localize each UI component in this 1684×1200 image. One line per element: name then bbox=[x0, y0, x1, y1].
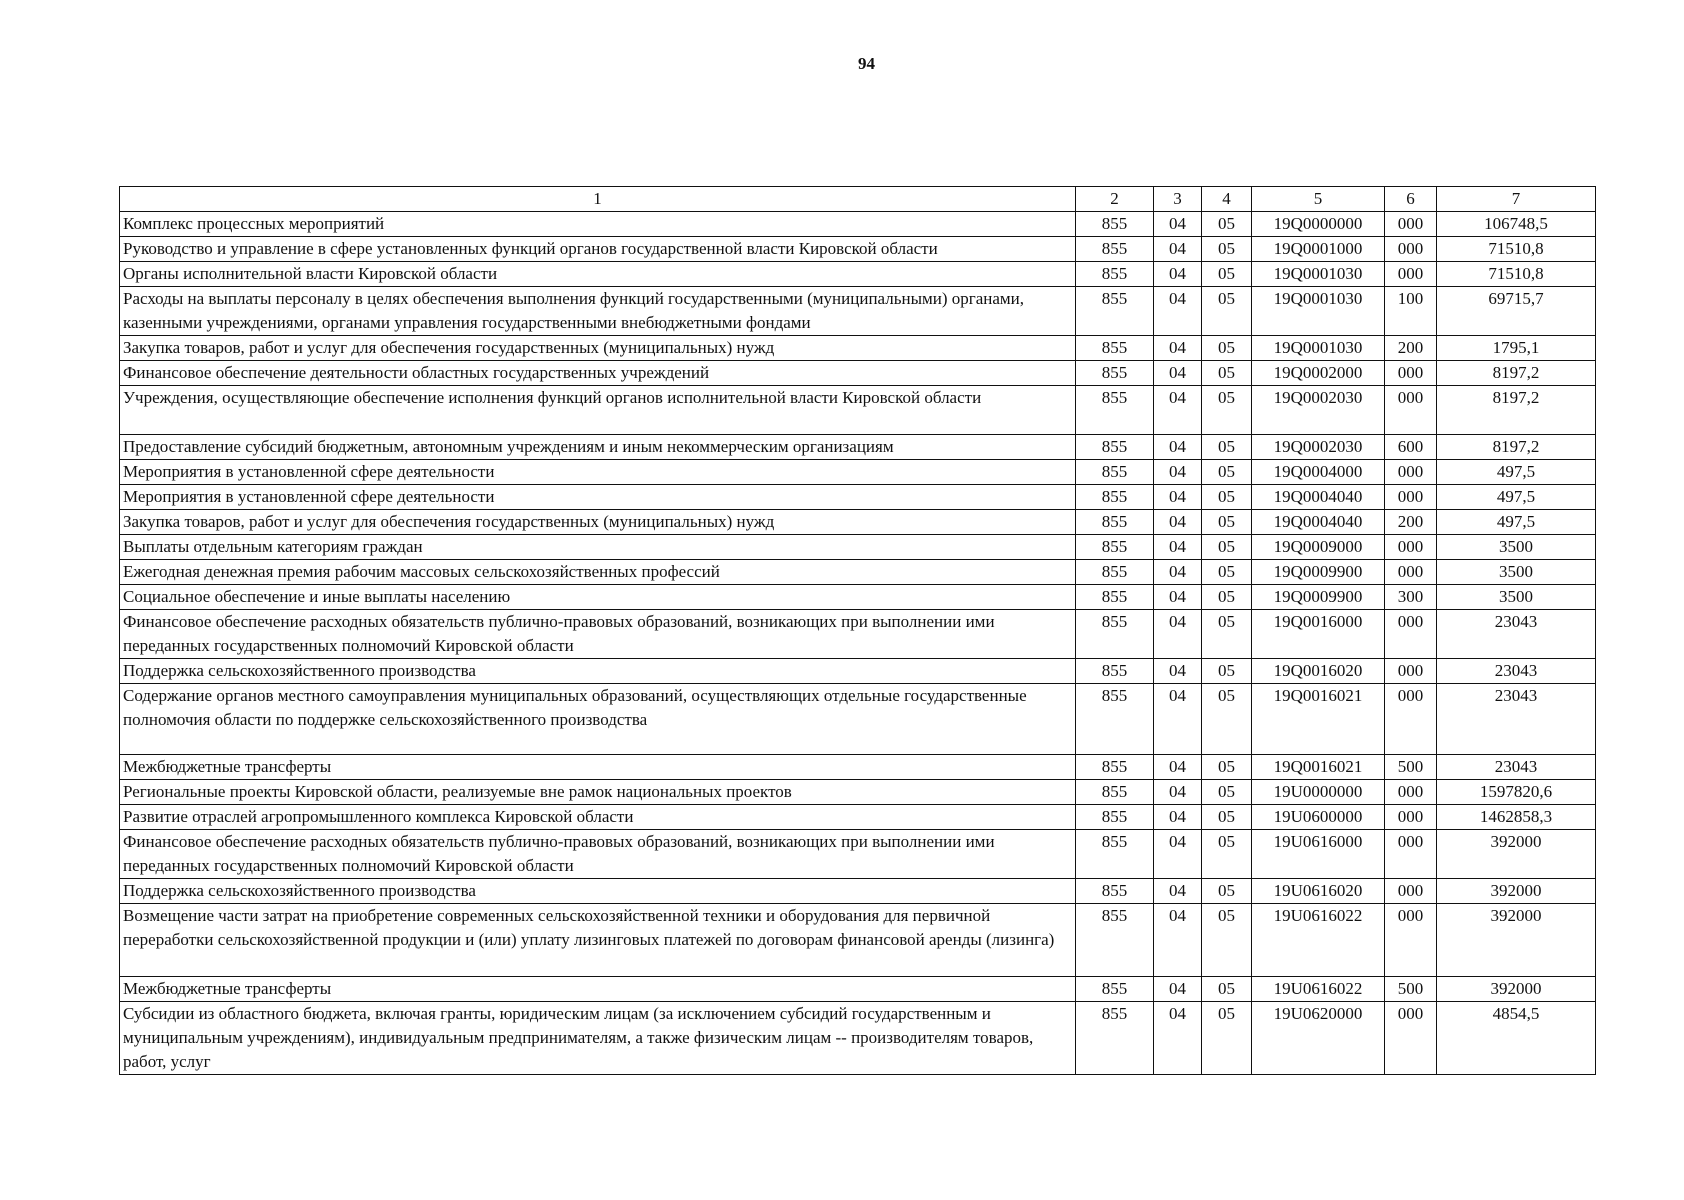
row-value-cell: 05 bbox=[1202, 485, 1252, 510]
table-row bbox=[120, 977, 1596, 1002]
row-value-cell: 000 bbox=[1385, 386, 1437, 435]
row-value-cell: 05 bbox=[1202, 237, 1252, 262]
row-value-cell: 04 bbox=[1154, 262, 1202, 287]
row-value-cell: 4854,5 bbox=[1437, 1002, 1596, 1075]
row-value-cell: 8197,2 bbox=[1437, 361, 1596, 386]
row-value-cell: 71510,8 bbox=[1437, 262, 1596, 287]
table-row bbox=[120, 212, 1596, 237]
table-row bbox=[120, 610, 1596, 659]
row-value-cell: 106748,5 bbox=[1437, 212, 1596, 237]
row-name-cell: Комплекс процессных мероприятий bbox=[120, 212, 1076, 237]
row-value-cell: 05 bbox=[1202, 510, 1252, 535]
row-value-cell: 04 bbox=[1154, 1002, 1202, 1075]
table-row bbox=[120, 386, 1596, 435]
column-header: 1 bbox=[120, 187, 1076, 212]
row-value-cell: 3500 bbox=[1437, 560, 1596, 585]
row-value-cell: 855 bbox=[1076, 212, 1154, 237]
row-value-cell: 23043 bbox=[1437, 659, 1596, 684]
row-name-cell: Закупка товаров, работ и услуг для обеспечения государственных (муниципальных) нужд bbox=[120, 336, 1076, 361]
row-name-cell: Финансовое обеспечение расходных обязательств публично-правовых образований, возникающих при выполнении ими переданных государственных полномочий Кировской области bbox=[120, 830, 1076, 879]
row-value-cell: 04 bbox=[1154, 336, 1202, 361]
row-value-cell: 200 bbox=[1385, 510, 1437, 535]
row-value-cell: 05 bbox=[1202, 879, 1252, 904]
row-value-cell: 05 bbox=[1202, 684, 1252, 755]
column-header: 4 bbox=[1202, 187, 1252, 212]
table-row bbox=[120, 435, 1596, 460]
table-row bbox=[120, 361, 1596, 386]
row-value-cell: 19Q0002000 bbox=[1252, 361, 1385, 386]
row-value-cell: 000 bbox=[1385, 237, 1437, 262]
row-name-cell: Ежегодная денежная премия рабочим массовых сельскохозяйственных профессий bbox=[120, 560, 1076, 585]
row-value-cell: 855 bbox=[1076, 904, 1154, 977]
row-name-cell: Субсидии из областного бюджета, включая гранты, юридическим лицам (за исключением субсидий государственным и муниципальным учреждениям), индивидуальным предпринимателям, а также физическим лицам -- производителям товаров, работ, услуг bbox=[120, 1002, 1076, 1075]
row-value-cell: 855 bbox=[1076, 510, 1154, 535]
row-value-cell: 05 bbox=[1202, 780, 1252, 805]
row-value-cell: 23043 bbox=[1437, 684, 1596, 755]
row-value-cell: 05 bbox=[1202, 977, 1252, 1002]
row-value-cell: 000 bbox=[1385, 485, 1437, 510]
row-value-cell: 1597820,6 bbox=[1437, 780, 1596, 805]
row-value-cell: 855 bbox=[1076, 336, 1154, 361]
row-value-cell: 04 bbox=[1154, 904, 1202, 977]
row-value-cell: 855 bbox=[1076, 460, 1154, 485]
row-value-cell: 69715,7 bbox=[1437, 287, 1596, 336]
row-value-cell: 04 bbox=[1154, 830, 1202, 879]
row-value-cell: 19U0600000 bbox=[1252, 805, 1385, 830]
row-value-cell: 19Q0016020 bbox=[1252, 659, 1385, 684]
row-value-cell: 04 bbox=[1154, 361, 1202, 386]
row-name-cell: Руководство и управление в сфере установленных функций органов государственной власти Кировской области bbox=[120, 237, 1076, 262]
table-row bbox=[120, 684, 1596, 755]
row-value-cell: 04 bbox=[1154, 585, 1202, 610]
row-value-cell: 05 bbox=[1202, 435, 1252, 460]
row-value-cell: 855 bbox=[1076, 485, 1154, 510]
table-header-row bbox=[120, 187, 1596, 212]
row-value-cell: 855 bbox=[1076, 830, 1154, 879]
row-value-cell: 392000 bbox=[1437, 904, 1596, 977]
row-name-cell: Межбюджетные трансферты bbox=[120, 977, 1076, 1002]
row-value-cell: 19Q0001030 bbox=[1252, 262, 1385, 287]
row-value-cell: 000 bbox=[1385, 460, 1437, 485]
row-value-cell: 855 bbox=[1076, 585, 1154, 610]
row-value-cell: 000 bbox=[1385, 262, 1437, 287]
table-row bbox=[120, 755, 1596, 780]
row-value-cell: 05 bbox=[1202, 585, 1252, 610]
row-value-cell: 392000 bbox=[1437, 977, 1596, 1002]
row-value-cell: 19Q0009900 bbox=[1252, 585, 1385, 610]
row-value-cell: 19Q0000000 bbox=[1252, 212, 1385, 237]
table-row bbox=[120, 805, 1596, 830]
row-name-cell: Поддержка сельскохозяйственного производства bbox=[120, 659, 1076, 684]
row-value-cell: 500 bbox=[1385, 977, 1437, 1002]
row-value-cell: 19Q0009900 bbox=[1252, 560, 1385, 585]
page-number: 94 bbox=[858, 54, 875, 73]
row-value-cell: 04 bbox=[1154, 212, 1202, 237]
row-value-cell: 05 bbox=[1202, 904, 1252, 977]
table-row bbox=[120, 485, 1596, 510]
row-value-cell: 19U0000000 bbox=[1252, 780, 1385, 805]
row-name-cell: Межбюджетные трансферты bbox=[120, 755, 1076, 780]
row-value-cell: 000 bbox=[1385, 830, 1437, 879]
row-value-cell: 000 bbox=[1385, 659, 1437, 684]
row-value-cell: 000 bbox=[1385, 879, 1437, 904]
row-value-cell: 04 bbox=[1154, 879, 1202, 904]
row-value-cell: 19U0620000 bbox=[1252, 1002, 1385, 1075]
row-value-cell: 000 bbox=[1385, 684, 1437, 755]
row-value-cell: 19Q0002030 bbox=[1252, 386, 1385, 435]
row-value-cell: 855 bbox=[1076, 361, 1154, 386]
row-value-cell: 05 bbox=[1202, 830, 1252, 879]
table-row bbox=[120, 585, 1596, 610]
row-value-cell: 05 bbox=[1202, 386, 1252, 435]
row-value-cell: 600 bbox=[1385, 435, 1437, 460]
row-name-cell: Содержание органов местного самоуправления муниципальных образований, осуществляющих отдельные государственные полномочия области по поддержке сельскохозяйственного производства bbox=[120, 684, 1076, 755]
row-value-cell: 855 bbox=[1076, 610, 1154, 659]
row-name-cell: Региональные проекты Кировской области, реализуемые вне рамок национальных проектов bbox=[120, 780, 1076, 805]
row-value-cell: 855 bbox=[1076, 560, 1154, 585]
row-value-cell: 1795,1 bbox=[1437, 336, 1596, 361]
row-value-cell: 05 bbox=[1202, 1002, 1252, 1075]
row-value-cell: 05 bbox=[1202, 560, 1252, 585]
table-row bbox=[120, 659, 1596, 684]
row-value-cell: 855 bbox=[1076, 535, 1154, 560]
row-name-cell: Органы исполнительной власти Кировской области bbox=[120, 262, 1076, 287]
row-name-cell: Социальное обеспечение и иные выплаты населению bbox=[120, 585, 1076, 610]
row-value-cell: 04 bbox=[1154, 237, 1202, 262]
row-value-cell: 19U0616000 bbox=[1252, 830, 1385, 879]
row-name-cell: Учреждения, осуществляющие обеспечение исполнения функций органов исполнительной власти Кировской области bbox=[120, 386, 1076, 435]
table-row bbox=[120, 560, 1596, 585]
table-row bbox=[120, 237, 1596, 262]
row-value-cell: 04 bbox=[1154, 684, 1202, 755]
row-name-cell: Выплаты отдельным категориям граждан bbox=[120, 535, 1076, 560]
row-value-cell: 19U0616020 bbox=[1252, 879, 1385, 904]
table-row bbox=[120, 904, 1596, 977]
row-value-cell: 05 bbox=[1202, 535, 1252, 560]
row-value-cell: 000 bbox=[1385, 212, 1437, 237]
row-value-cell: 23043 bbox=[1437, 755, 1596, 780]
row-value-cell: 05 bbox=[1202, 361, 1252, 386]
row-value-cell: 04 bbox=[1154, 510, 1202, 535]
row-value-cell: 04 bbox=[1154, 659, 1202, 684]
row-value-cell: 100 bbox=[1385, 287, 1437, 336]
row-value-cell: 71510,8 bbox=[1437, 237, 1596, 262]
row-value-cell: 19Q0016000 bbox=[1252, 610, 1385, 659]
row-value-cell: 19Q0016021 bbox=[1252, 684, 1385, 755]
row-value-cell: 23043 bbox=[1437, 610, 1596, 659]
table-row bbox=[120, 1002, 1596, 1075]
row-value-cell: 855 bbox=[1076, 780, 1154, 805]
row-value-cell: 19Q0004040 bbox=[1252, 485, 1385, 510]
table-row bbox=[120, 287, 1596, 336]
budget-table bbox=[119, 186, 1596, 1075]
row-value-cell: 04 bbox=[1154, 560, 1202, 585]
row-value-cell: 04 bbox=[1154, 780, 1202, 805]
row-value-cell: 05 bbox=[1202, 262, 1252, 287]
row-value-cell: 000 bbox=[1385, 904, 1437, 977]
row-value-cell: 000 bbox=[1385, 560, 1437, 585]
row-value-cell: 04 bbox=[1154, 435, 1202, 460]
table-row bbox=[120, 460, 1596, 485]
row-value-cell: 855 bbox=[1076, 977, 1154, 1002]
row-name-cell: Финансовое обеспечение деятельности областных государственных учреждений bbox=[120, 361, 1076, 386]
row-name-cell: Поддержка сельскохозяйственного производства bbox=[120, 879, 1076, 904]
row-value-cell: 19Q0009000 bbox=[1252, 535, 1385, 560]
row-value-cell: 04 bbox=[1154, 287, 1202, 336]
row-value-cell: 392000 bbox=[1437, 879, 1596, 904]
row-value-cell: 000 bbox=[1385, 535, 1437, 560]
row-value-cell: 04 bbox=[1154, 535, 1202, 560]
row-value-cell: 000 bbox=[1385, 805, 1437, 830]
column-header: 3 bbox=[1154, 187, 1202, 212]
row-value-cell: 855 bbox=[1076, 659, 1154, 684]
row-value-cell: 05 bbox=[1202, 610, 1252, 659]
row-value-cell: 05 bbox=[1202, 805, 1252, 830]
row-value-cell: 200 bbox=[1385, 336, 1437, 361]
row-value-cell: 855 bbox=[1076, 287, 1154, 336]
row-value-cell: 19Q0002030 bbox=[1252, 435, 1385, 460]
row-value-cell: 19U0616022 bbox=[1252, 977, 1385, 1002]
row-name-cell: Мероприятия в установленной сфере деятельности bbox=[120, 460, 1076, 485]
table-row bbox=[120, 336, 1596, 361]
row-value-cell: 19Q0001030 bbox=[1252, 287, 1385, 336]
column-header: 2 bbox=[1076, 187, 1154, 212]
row-value-cell: 04 bbox=[1154, 386, 1202, 435]
row-name-cell: Предоставление субсидий бюджетным, автономным учреждениям и иным некоммерческим организациям bbox=[120, 435, 1076, 460]
table-row bbox=[120, 535, 1596, 560]
row-value-cell: 3500 bbox=[1437, 585, 1596, 610]
table-row bbox=[120, 510, 1596, 535]
row-value-cell: 855 bbox=[1076, 684, 1154, 755]
row-value-cell: 1462858,3 bbox=[1437, 805, 1596, 830]
row-value-cell: 855 bbox=[1076, 1002, 1154, 1075]
row-value-cell: 19Q0016021 bbox=[1252, 755, 1385, 780]
column-header: 7 bbox=[1437, 187, 1596, 212]
row-name-cell: Возмещение части затрат на приобретение современных сельскохозяйственной техники и оборудования для первичной переработки сельскохозяйственной продукции и (или) уплату лизинговых платежей по договорам финансовой аренды (лизинга) bbox=[120, 904, 1076, 977]
row-value-cell: 04 bbox=[1154, 977, 1202, 1002]
row-value-cell: 855 bbox=[1076, 805, 1154, 830]
row-name-cell: Закупка товаров, работ и услуг для обеспечения государственных (муниципальных) нужд bbox=[120, 510, 1076, 535]
row-value-cell: 855 bbox=[1076, 262, 1154, 287]
row-value-cell: 05 bbox=[1202, 659, 1252, 684]
row-value-cell: 05 bbox=[1202, 212, 1252, 237]
row-value-cell: 500 bbox=[1385, 755, 1437, 780]
row-value-cell: 000 bbox=[1385, 780, 1437, 805]
row-value-cell: 04 bbox=[1154, 485, 1202, 510]
row-value-cell: 3500 bbox=[1437, 535, 1596, 560]
row-value-cell: 300 bbox=[1385, 585, 1437, 610]
row-value-cell: 497,5 bbox=[1437, 510, 1596, 535]
row-value-cell: 855 bbox=[1076, 879, 1154, 904]
row-value-cell: 000 bbox=[1385, 610, 1437, 659]
table-row bbox=[120, 780, 1596, 805]
row-value-cell: 855 bbox=[1076, 755, 1154, 780]
row-value-cell: 19Q0004040 bbox=[1252, 510, 1385, 535]
row-value-cell: 04 bbox=[1154, 610, 1202, 659]
row-name-cell: Развитие отраслей агропромышленного комплекса Кировской области bbox=[120, 805, 1076, 830]
row-name-cell: Расходы на выплаты персоналу в целях обеспечения выполнения функций государственными (муниципальными) органами, казенными учреждениями, органами управления государственными внебюджетными фондами bbox=[120, 287, 1076, 336]
row-value-cell: 04 bbox=[1154, 805, 1202, 830]
column-header: 5 bbox=[1252, 187, 1385, 212]
table-row bbox=[120, 262, 1596, 287]
row-value-cell: 19Q0001000 bbox=[1252, 237, 1385, 262]
row-value-cell: 8197,2 bbox=[1437, 435, 1596, 460]
row-value-cell: 19Q0004000 bbox=[1252, 460, 1385, 485]
row-value-cell: 000 bbox=[1385, 361, 1437, 386]
row-value-cell: 855 bbox=[1076, 435, 1154, 460]
row-value-cell: 855 bbox=[1076, 237, 1154, 262]
row-value-cell: 05 bbox=[1202, 460, 1252, 485]
row-value-cell: 392000 bbox=[1437, 830, 1596, 879]
row-value-cell: 497,5 bbox=[1437, 485, 1596, 510]
row-value-cell: 19U0616022 bbox=[1252, 904, 1385, 977]
table-row bbox=[120, 879, 1596, 904]
row-value-cell: 19Q0001030 bbox=[1252, 336, 1385, 361]
row-name-cell: Финансовое обеспечение расходных обязательств публично-правовых образований, возникающих при выполнении ими переданных государственных полномочий Кировской области bbox=[120, 610, 1076, 659]
row-value-cell: 05 bbox=[1202, 336, 1252, 361]
row-value-cell: 8197,2 bbox=[1437, 386, 1596, 435]
row-value-cell: 05 bbox=[1202, 287, 1252, 336]
row-value-cell: 05 bbox=[1202, 755, 1252, 780]
column-header: 6 bbox=[1385, 187, 1437, 212]
row-value-cell: 497,5 bbox=[1437, 460, 1596, 485]
table-row bbox=[120, 830, 1596, 879]
row-value-cell: 04 bbox=[1154, 755, 1202, 780]
row-value-cell: 04 bbox=[1154, 460, 1202, 485]
row-name-cell: Мероприятия в установленной сфере деятельности bbox=[120, 485, 1076, 510]
row-value-cell: 000 bbox=[1385, 1002, 1437, 1075]
row-value-cell: 855 bbox=[1076, 386, 1154, 435]
